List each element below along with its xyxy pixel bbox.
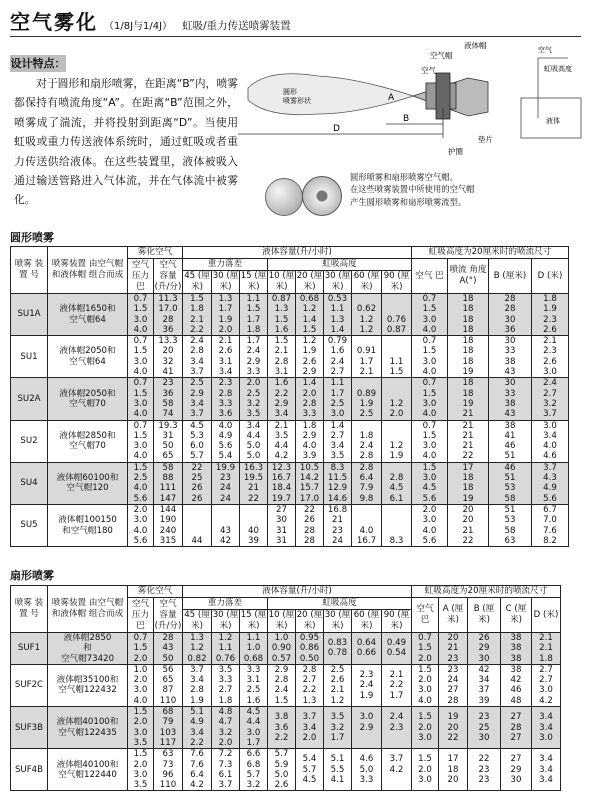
value-cell: 2.1 2.3 2.6 3.0 (532, 336, 569, 378)
value-cell: 2.5 2.6 2.1 1.2 (324, 664, 352, 706)
table-row (11, 504, 569, 546)
value-cell: 1.5 3.0 4.5 5.6 (412, 462, 448, 504)
value-cell: 44 (183, 504, 212, 546)
unit-id-cell: SU2 (11, 420, 48, 462)
col-spray-c: C (厘米) (501, 598, 532, 633)
value-cell: 1.1 1.0 0.68 (240, 633, 268, 665)
value-cell: 0.7 1.5 3.0 4.0 (128, 294, 154, 336)
value-cell: 4.8 4.7 3.2 2.0 (212, 707, 240, 749)
col-gravity-15: 15 (厘米) (240, 271, 267, 292)
unit-id-cell: SUF2C (11, 664, 48, 706)
col-spray-d: D (米) (532, 259, 569, 294)
value-cell: 3.5 3.2 1.7 (324, 707, 352, 749)
value-cell: 13.3 20 32 41 (154, 336, 183, 378)
value-cell: 0.76 0.87 (382, 294, 412, 336)
caption-line: 产生圆形喷雾和扇形喷雾流型。 (350, 196, 467, 207)
col-gravity-45: 45 (厘米) (184, 610, 210, 631)
table-row (11, 707, 561, 749)
value-cell: 0.7 1.5 3.0 4.0 (128, 420, 154, 462)
value-cell: 0.62 1.2 1.2 (352, 294, 382, 336)
value-cell: 19.9 23 24 24 (212, 462, 240, 504)
value-cell: 0.7 1.5 2.0 (128, 633, 154, 665)
value-cell: 0.68 1.2 1.4 1.5 (296, 294, 324, 336)
value-cell: 46 51 53 58 (489, 462, 532, 504)
a-marker: A (388, 93, 395, 103)
value-cell: 2.5 2.9 3.4 3.7 (183, 378, 212, 420)
value-cell: 3.0 2.9 (352, 707, 382, 749)
value-cell: 2.9 2.8 2.4 1.5 (268, 664, 296, 706)
unit-id-cell: SU1 (11, 336, 48, 378)
col-spray-b: B (厘米) (468, 598, 501, 633)
value-cell: 1.0 0.90 0.57 (268, 633, 296, 665)
value-cell: 1.8 2.9 4.0 3.9 (296, 420, 324, 462)
value-cell: 8.3 (382, 504, 412, 546)
value-cell: 27 29 30 (501, 749, 532, 791)
value-cell: 22 25 26 26 (183, 462, 212, 504)
air-cap-label: 空气帽 (430, 51, 453, 60)
value-cell: 0.79 1.6 2.4 2.7 (324, 336, 352, 378)
col-siphon-60: 60 (厘米) (352, 610, 382, 633)
value-cell: 4.5 5.3 6.0 5.7 (183, 420, 212, 462)
value-cell: 0.7 1.5 3.0 4.0 (412, 378, 448, 420)
value-cell: 27 30 31 31 (268, 504, 296, 546)
gasket-label: 垫片 (478, 135, 493, 144)
col-siphon-30: 30 (厘米) (324, 271, 351, 292)
value-cell: 1.5 1.8 2.1 2.2 (183, 294, 212, 336)
col-combination: 喷雾装置 由空气帽 和液体帽 组合而成 (48, 247, 128, 294)
value-cell: 2.8 2.7 2.2 1.3 (296, 664, 324, 706)
unit-id-cell: SU5 (11, 504, 48, 546)
value-cell: 1.8 1.9 2.3 2.6 (532, 294, 569, 336)
combination-cell: 液体帽60100和 空气帽120 (48, 462, 128, 504)
combination-cell: 液体帽2050和 空气帽64 (48, 336, 128, 378)
value-cell: 23 24 27 28 (439, 664, 468, 706)
value-cell: 21 21 21 22 (448, 420, 489, 462)
table-row (11, 462, 569, 504)
value-cell: 2.3 2.4 1.9 (352, 664, 382, 706)
value-cell: 2.3 2.8 3.3 3.6 (212, 378, 240, 420)
value-cell: 20 20 21 22 (448, 504, 489, 546)
fan-section-title: 扇形喷雾 (10, 569, 54, 582)
value-cell: 1.5 2.0 3.0 4.0 (412, 664, 439, 706)
unit-id-cell: SUF1 (11, 633, 48, 665)
value-cell: 19.3 31 50 65 (154, 420, 183, 462)
value-cell: 0.7 1.5 3.0 4.0 (128, 378, 154, 420)
caption-line: 在这些喷雾装置中所使用的空气帽 (350, 184, 475, 195)
page-title: 空气雾化 (10, 10, 98, 34)
b-marker: B (403, 114, 410, 124)
col-siphon-10: 10 (厘米) (268, 610, 295, 631)
table-row (11, 420, 569, 462)
value-cell: 16.3 19.5 21 22 (240, 462, 268, 504)
col-siphon-20: 20 (厘米) (296, 610, 323, 631)
value-cell: 1.2 2.0 (382, 378, 412, 420)
value-cell: 0.87 1.3 1.5 1.6 (268, 294, 296, 336)
value-cell: 17 18 20 (439, 749, 468, 791)
value-cell: 1.5 2.1 2.8 3.1 (268, 336, 296, 378)
d-marker: D (333, 124, 340, 134)
value-cell: 18 18 19 21 (448, 378, 489, 420)
value-cell: 0.7 1.5 3.0 4.0 (412, 336, 448, 378)
value-cell: 1.1 1.5 1.7 1.8 (240, 294, 268, 336)
table-row (11, 336, 569, 378)
value-cell: 16.8 21 23 24 (324, 504, 352, 546)
value-cell: 3.7 3.4 2.8 1.9 (183, 664, 212, 706)
value-cell: 58 88 111 147 (154, 462, 183, 504)
value-cell: 2.1 2.6 3.1 3.4 (212, 336, 240, 378)
value-cell: 1.2 1.1 0.76 (212, 633, 240, 665)
value-cell: 28 43 50 (154, 633, 183, 665)
value-cell: 144 190 240 315 (154, 504, 183, 546)
value-cell: 30 33 38 43 (489, 378, 532, 420)
liquid-cap-label: 液体帽 (464, 41, 487, 50)
value-cell: 3.7 4.2 (382, 749, 412, 791)
value-cell: 2.1 2.2 1.7 (382, 664, 412, 706)
value-cell: 3.0 3.4 4.0 4.6 (532, 420, 569, 462)
value-cell: 18 18 18 19 (448, 336, 489, 378)
value-cell: 4.0 16.7 (352, 504, 382, 546)
value-cell: 1.4 2.0 2.8 3.3 (296, 378, 324, 420)
col-siphon-10: 10 (厘米) (268, 271, 295, 292)
value-cell: 2.4 2.7 3.2 3.7 (532, 378, 569, 420)
col-spray-a: A (厘米) (439, 598, 468, 633)
value-cell: 3.7 4.3 4.9 5.6 (532, 462, 569, 504)
combination-cell: 液体帽1650和 空气帽64 (48, 294, 128, 336)
value-cell: 11.3 17.0 28 36 (154, 294, 183, 336)
value-cell: 0.91 1.7 2.1 (352, 336, 382, 378)
value-cell: 0.7 1.5 2.0 (412, 633, 439, 665)
col-atomizing-air: 雾化空气 (128, 586, 183, 598)
value-cell: 1.7 2.4 2.9 3.3 (240, 336, 268, 378)
value-cell: 17 18 18 19 (448, 462, 489, 504)
value-cell: 4.5 4.4 3.0 1.7 (240, 707, 268, 749)
col-siphon-20: 20 (厘米) (296, 271, 323, 292)
value-cell: 28 28 30 36 (489, 294, 532, 336)
round-air-cap-image (265, 178, 303, 216)
value-cell: 2.0 3.0 4.0 5.6 (128, 504, 154, 546)
col-spray-pressure: 空气 巴 (412, 259, 448, 294)
combination-cell: 液体帽2850和 空气帽70 (48, 420, 128, 462)
value-cell: 1.6 2.2 2.9 3.4 (268, 378, 296, 420)
caption (350, 171, 585, 208)
value-cell: 38 42 46 48 (501, 664, 532, 706)
value-cell: 1.2 1.9 2.6 2.9 (296, 336, 324, 378)
col-atomizing-air: 雾化空气 (128, 247, 183, 259)
col-siphon-30: 30 (厘米) (324, 610, 351, 631)
value-cell: 1.3 1.7 1.9 2.0 (212, 294, 240, 336)
col-siphon-60: 60 (厘米) (352, 271, 382, 294)
col-air-capacity: 空气 容量 (升/分) (154, 259, 182, 292)
value-cell: 1.0 2.0 3.0 4.0 (128, 664, 154, 706)
air-label: 空气 (421, 66, 436, 75)
value-cell: 2.4 2.3 (382, 707, 412, 749)
value-cell: 38 41 46 51 (489, 420, 532, 462)
value-cell: 68 79 103 117 (154, 707, 183, 749)
value-cell: 7.6 7.6 6.4 4.2 (183, 749, 212, 791)
value-cell: 2.0 2.5 3.2 3.5 (240, 378, 268, 420)
value-cell: 1.8 2.4 2.8 (352, 420, 382, 462)
value-cell: 6.6 6.8 5.7 3.2 (240, 749, 268, 791)
value-cell: 56 65 87 110 (154, 664, 183, 706)
value-cell: 38 38 38 (501, 633, 532, 665)
value-cell: 0.53 1.1 1.3 1.4 (324, 294, 352, 336)
round-spray-table (10, 246, 569, 547)
fan-air-cap-image (302, 176, 342, 216)
value-cell: 3.4 4.4 5.0 5.0 (240, 420, 268, 462)
page-description: 虹吸/重力传送喷雾装置 (182, 20, 291, 32)
table-row (11, 633, 561, 665)
value-cell: 30 33 38 43 (489, 336, 532, 378)
col-gravity-30: 30 (厘米) (212, 610, 239, 631)
value-cell: 3.8 3.6 2.2 (268, 707, 296, 749)
value-cell: 51 53 58 63 (489, 504, 532, 546)
value-cell: 2.7 2.7 3.0 4.2 (532, 664, 561, 706)
col-gravity-45: 45 (厘米) (184, 271, 210, 292)
value-cell: 20 21 23 (439, 633, 468, 665)
svg-text:喷雾形状: 喷雾形状 (283, 97, 311, 105)
page-header (10, 6, 291, 35)
table-row (11, 749, 561, 791)
combination-cell: 液体帽100150 和空气帽180 (48, 504, 128, 546)
col-spray-pressure: 空气 巴 (412, 598, 439, 633)
design-label: 设计特点： (10, 57, 66, 70)
unit-id-cell: SUF4B (11, 749, 48, 791)
col-unit-number: 喷雾 装置 号 (11, 247, 48, 294)
combination-cell: 液体帽40100和 空气帽122440 (48, 749, 128, 791)
col-air-capacity: 空气 容量 (升/分) (154, 598, 182, 631)
value-cell: 2.1 2.1 1.8 (532, 633, 561, 665)
value-cell: 10.5 14.2 15.7 17.0 (296, 462, 324, 504)
col-unit-number: 喷雾 装置 号 (11, 586, 48, 633)
pattern-label: 圆形 (283, 88, 297, 96)
value-cell: 0.7 1.5 3.0 4.0 (412, 294, 448, 336)
unit-id-cell: SU2A (11, 378, 48, 420)
nut-label: 护圈 (448, 147, 463, 156)
value-cell: 2.8 6.4 7.9 9.8 (352, 462, 382, 504)
col-gravity: 重力落差 (183, 598, 268, 610)
value-cell: 18 18 18 18 (448, 294, 489, 336)
col-spray-d: D (米) (532, 598, 561, 633)
value-cell: 42 34 37 39 (468, 664, 501, 706)
table-row (11, 378, 569, 420)
value-cell: 7.2 7.3 6.1 3.7 (212, 749, 240, 791)
siphon-liquid-label: 液体 (546, 117, 560, 125)
value-cell: 1.5 2.5 4.0 5.6 (128, 462, 154, 504)
value-cell: 5.1 4.9 3.4 2.2 (183, 707, 212, 749)
col-air-pressure: 空气 压力 巴 (128, 259, 154, 294)
value-cell: 0.64 0.66 (352, 633, 382, 665)
value-cell: 0.49 0.54 (382, 633, 412, 665)
col-combination: 喷雾装置 由空气帽 和液体帽 组合而成 (48, 586, 128, 633)
value-cell: 40 39 (240, 504, 268, 546)
value-cell: 1.5 2.0 3.0 3.5 (128, 749, 154, 791)
value-cell: 23 25 30 (468, 707, 501, 749)
value-cell: 0.83 0.78 (324, 633, 352, 665)
value-cell: 4.0 4.9 5.6 5.4 (212, 420, 240, 462)
col-spray-size: 虹吸高度为20厘米时的喷流尺寸 (412, 586, 561, 598)
value-cell: 22 23 23 (468, 749, 501, 791)
value-cell: 2.4 2.8 3.4 3.7 (183, 336, 212, 378)
header-divider (10, 36, 581, 37)
value-cell: 1.5 2.0 3.0 3.5 (128, 707, 154, 749)
value-cell: 6.7 7.0 7.6 8.2 (532, 504, 569, 546)
col-gravity: 重力落差 (183, 259, 268, 271)
col-siphon: 虹吸高度 (268, 598, 412, 610)
page-subtitle: （1/8J与1/4J） (104, 21, 173, 32)
unit-id-cell: SU1A (11, 294, 48, 336)
value-cell: 0.7 1.5 3.0 4.0 (412, 420, 448, 462)
value-cell: 1.5 2.0 3.0 (412, 749, 439, 791)
value-cell: 23 36 58 74 (154, 378, 183, 420)
value-cell: 1.1 1.5 (382, 336, 412, 378)
value-cell: 0.7 1.5 3.0 4.0 (128, 336, 154, 378)
value-cell: 19 20 22 (439, 707, 468, 749)
col-siphon-90: 90 (厘米) (382, 610, 412, 633)
value-cell: 2.0 3.0 4.0 5.6 (412, 504, 448, 546)
value-cell: 1.3 1.2 0.82 (183, 633, 212, 665)
table-row (11, 664, 561, 706)
value-cell: 22 26 28 28 (296, 504, 324, 546)
value-cell: 3.5 3.3 2.7 1.8 (212, 664, 240, 706)
design-paragraph (14, 74, 238, 210)
siphon-air-label: 空气 (538, 46, 552, 54)
value-cell: 8.3 11.5 12.9 14.6 (324, 462, 352, 504)
col-liquid-capacity: 液体容量(升/小时) (183, 247, 412, 259)
col-spray-angle: 喷流 角度 A(°) (448, 259, 489, 294)
combination-cell: 液体帽40100和 空气帽122435 (48, 707, 128, 749)
round-section-title: 圆形喷雾 (10, 231, 54, 244)
col-gravity-30: 30 (厘米) (212, 271, 239, 292)
value-cell: 0.89 1.9 2.5 (352, 378, 382, 420)
value-cell: 43 42 (212, 504, 240, 546)
value-cell: 2.8 4.5 6.1 (382, 462, 412, 504)
design-text: 对于圆形和扇形喷雾，在距离“B”内，喷雾都保持有喷流角度“A”。在距离“B”范围之外，喷雾成了湍流，并将投射到距离“D”。当使用虹吸或重力传送液体系统时，通过虹吸或者重力传送供给液体。在这些装置里，液体被吸入通过输送管路进入气体流，并在气体流中被雾化。 (14, 77, 238, 207)
value-cell: 3.3 3.1 2.5 1.6 (240, 664, 268, 706)
col-spray-b: B (厘米) (489, 259, 532, 294)
value-cell: 3.7 3.4 2.0 (296, 707, 324, 749)
caption-line: 圆形喷雾和扇形喷雾空气帽。 (350, 172, 458, 182)
combination-cell: 液体帽35100和 空气帽122432 (48, 664, 128, 706)
value-cell: 1.2 1.9 (382, 420, 412, 462)
value-cell: 27 28 27 (501, 707, 532, 749)
combination-cell: 液体帽2050和 空气帽70 (48, 378, 128, 420)
value-cell: 1.1 1.7 2.5 3.0 (324, 378, 352, 420)
combination-cell: 液体帽2850 和 空气帽73420 (48, 633, 128, 665)
value-cell: 3.4 3.4 3.0 (532, 707, 561, 749)
siphon-label: 虹吸高度 (544, 65, 572, 73)
unit-id-cell: SUF3B (11, 707, 48, 749)
value-cell: 63 73 96 110 (154, 749, 183, 791)
value-cell: 3.4 3.4 3.4 (532, 749, 561, 791)
value-cell: 4.6 5.0 3.3 (352, 749, 382, 791)
col-air-pressure: 空气 压力 巴 (128, 598, 154, 633)
value-cell: 2.1 3.5 4.4 4.2 (268, 420, 296, 462)
unit-id-cell: SU4 (11, 462, 48, 504)
nozzle-diagram (238, 38, 588, 168)
fan-spray-table (10, 585, 561, 791)
value-cell: 12.3 16.7 18.4 19.7 (268, 462, 296, 504)
col-gravity-15: 15 (厘米) (240, 610, 267, 631)
value-cell: 5.7 5.9 5.0 2.6 (268, 749, 296, 791)
value-cell: 1.4 2.7 3.4 3.5 (324, 420, 352, 462)
value-cell: 5.1 5.5 4.1 (324, 749, 352, 791)
col-liquid-capacity: 液体容量(升/小时) (183, 586, 412, 598)
value-cell: 5.4 5.7 4.5 (296, 749, 324, 791)
col-siphon: 虹吸高度 (268, 259, 412, 271)
value-cell: 0.95 0.86 0.50 (296, 633, 324, 665)
table-row (11, 294, 569, 336)
value-cell: 26 29 30 (468, 633, 501, 665)
col-spray-size: 虹吸高度为20厘米时的喷流尺寸 (412, 247, 569, 259)
col-siphon-90: 90 (厘米) (382, 271, 412, 294)
value-cell: 1.5 2.0 3.0 (412, 707, 439, 749)
